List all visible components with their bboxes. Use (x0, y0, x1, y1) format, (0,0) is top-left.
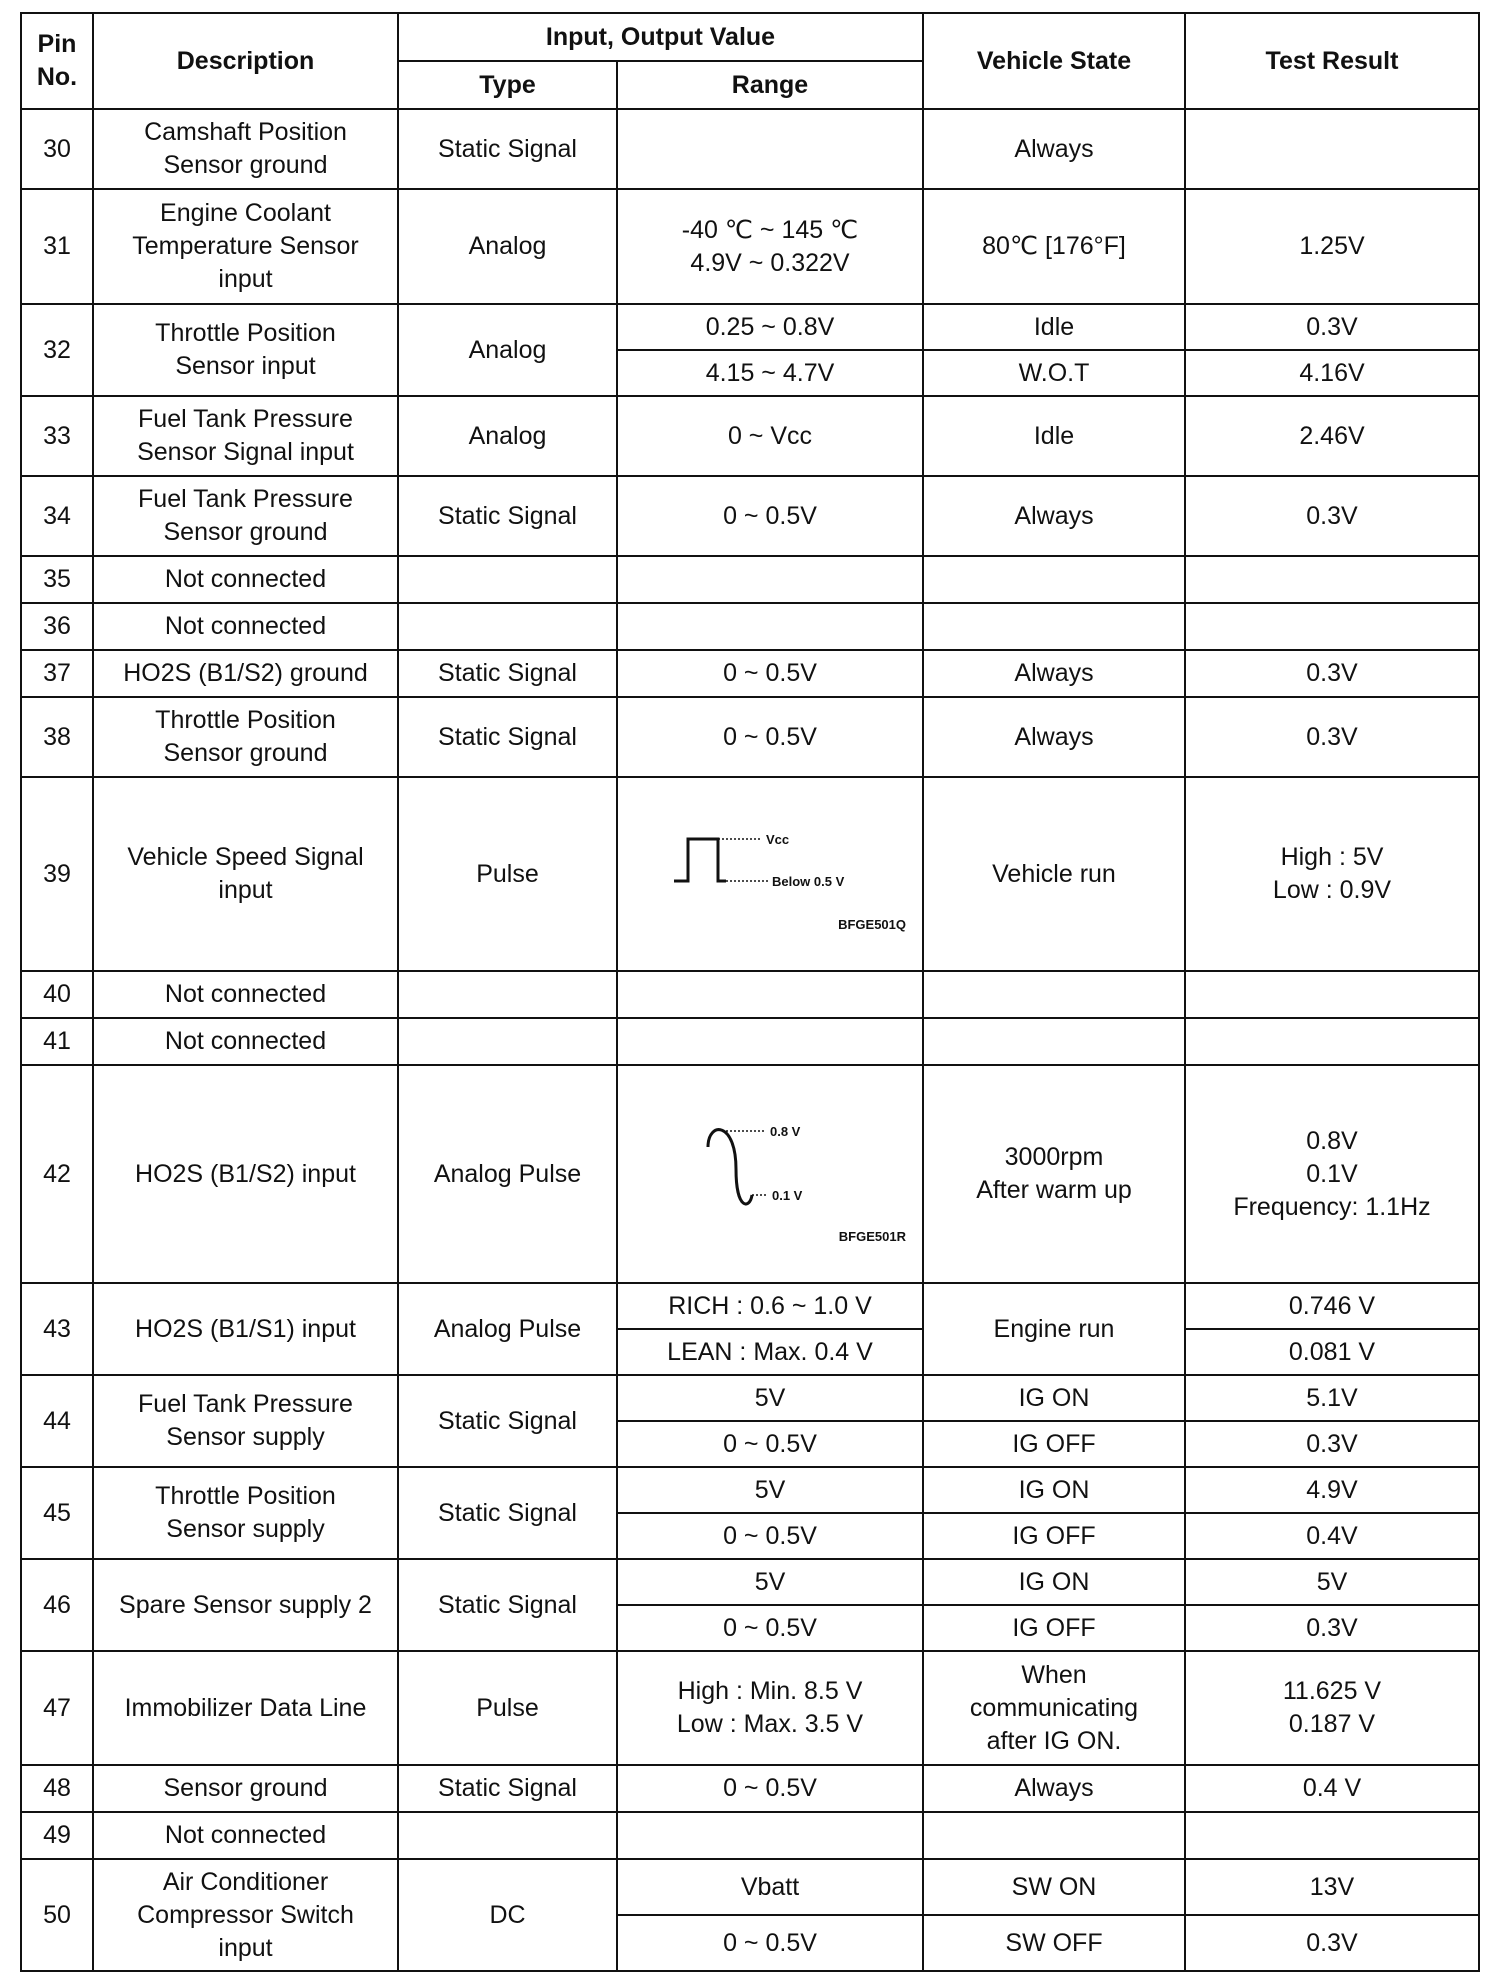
signal-type: Pulse (398, 777, 617, 971)
signal-type: Static Signal (398, 1765, 617, 1812)
vehicle-state: When communicating after IG ON. (923, 1651, 1185, 1765)
table-row (21, 697, 1479, 777)
pin-no: 37 (21, 650, 93, 697)
test-result (1185, 971, 1479, 1018)
test-result: 0.3V (1185, 1421, 1479, 1467)
vehicle-state: Always (923, 476, 1185, 556)
signal-range (617, 603, 923, 650)
pin-description: Not connected (93, 556, 398, 603)
pin-no: 41 (21, 1018, 93, 1065)
vcc-label: Vcc (766, 832, 790, 847)
signal-range (617, 109, 923, 189)
vehicle-state: IG OFF (923, 1605, 1185, 1651)
signal-type: DC (398, 1859, 617, 1971)
header-description: Description (93, 13, 398, 109)
low-label: 0.1 V (772, 1188, 803, 1203)
vehicle-state: Vehicle run (923, 777, 1185, 971)
pin-description: Throttle Position Sensor ground (93, 697, 398, 777)
pin-description: Immobilizer Data Line (93, 1651, 398, 1765)
pin-description: Camshaft Position Sensor ground (93, 109, 398, 189)
header-vehicle-state: Vehicle State (923, 13, 1185, 109)
signal-type (398, 1018, 617, 1065)
signal-range (617, 777, 923, 971)
test-result: 0.746 V (1185, 1283, 1479, 1329)
table-row (21, 603, 1479, 650)
pin-description: Sensor ground (93, 1765, 398, 1812)
table-row (21, 1018, 1479, 1065)
vehicle-state: Always (923, 650, 1185, 697)
test-result: 0.081 V (1185, 1329, 1479, 1375)
vehicle-state: Always (923, 1765, 1185, 1812)
test-result: 0.3V (1185, 304, 1479, 350)
pin-description: Spare Sensor supply 2 (93, 1559, 398, 1651)
vehicle-state: IG ON (923, 1375, 1185, 1421)
signal-range (617, 1812, 923, 1859)
pin-description: Engine Coolant Temperature Sensor input (93, 189, 398, 304)
table-row (21, 1065, 1479, 1283)
table-row (21, 1559, 1479, 1605)
signal-range: RICH : 0.6 ~ 1.0 V (617, 1283, 923, 1329)
table-row (21, 1765, 1479, 1812)
pin-description: Throttle Position Sensor input (93, 304, 398, 396)
signal-type: Static Signal (398, 476, 617, 556)
header-test-result: Test Result (1185, 13, 1479, 109)
table-row (21, 476, 1479, 556)
test-result (1185, 1812, 1479, 1859)
signal-range: 0 ~ 0.5V (617, 1605, 923, 1651)
pin-no: 42 (21, 1065, 93, 1283)
pin-description: Fuel Tank Pressure Sensor Signal input (93, 396, 398, 476)
table-row (21, 109, 1479, 189)
signal-type (398, 971, 617, 1018)
table-row (21, 1283, 1479, 1329)
pin-description: Air Conditioner Compressor Switch input (93, 1859, 398, 1971)
pin-description: Not connected (93, 1812, 398, 1859)
header-io-value: Input, Output Value (398, 13, 923, 61)
signal-range (617, 971, 923, 1018)
figure-code: BFGE501Q (838, 917, 906, 932)
signal-range: 0 ~ 0.5V (617, 1915, 923, 1971)
signal-range: 5V (617, 1559, 923, 1605)
signal-range: 0 ~ 0.5V (617, 697, 923, 777)
signal-type: Analog (398, 189, 617, 304)
pin-description: Not connected (93, 971, 398, 1018)
high-label: 0.8 V (770, 1124, 801, 1139)
pin-no: 50 (21, 1859, 93, 1971)
vehicle-state: Always (923, 697, 1185, 777)
table-row (21, 971, 1479, 1018)
vehicle-state: IG OFF (923, 1513, 1185, 1559)
pin-description: Vehicle Speed Signal input (93, 777, 398, 971)
table-row (21, 1467, 1479, 1513)
pin-description: HO2S (B1/S2) input (93, 1065, 398, 1283)
signal-type: Pulse (398, 1651, 617, 1765)
pin-no: 44 (21, 1375, 93, 1467)
pin-no: 32 (21, 304, 93, 396)
pin-description: Not connected (93, 1018, 398, 1065)
test-result (1185, 603, 1479, 650)
vehicle-state: Idle (923, 304, 1185, 350)
pin-no: 38 (21, 697, 93, 777)
signal-type (398, 603, 617, 650)
vehicle-state (923, 556, 1185, 603)
signal-type (398, 1812, 617, 1859)
test-result (1185, 1018, 1479, 1065)
signal-range (617, 556, 923, 603)
table-row (21, 189, 1479, 304)
vehicle-state: SW ON (923, 1859, 1185, 1915)
signal-range: 0 ~ Vcc (617, 396, 923, 476)
signal-range (617, 1018, 923, 1065)
test-result: 1.25V (1185, 189, 1479, 304)
table-row (21, 556, 1479, 603)
signal-type: Static Signal (398, 1467, 617, 1559)
pin-no: 46 (21, 1559, 93, 1651)
signal-type: Analog Pulse (398, 1065, 617, 1283)
pin-no: 31 (21, 189, 93, 304)
header-pin-no: Pin No. (21, 13, 93, 109)
signal-type: Analog (398, 304, 617, 396)
vehicle-state (923, 1018, 1185, 1065)
vehicle-state: IG ON (923, 1467, 1185, 1513)
pin-description: HO2S (B1/S1) input (93, 1283, 398, 1375)
vehicle-state: 3000rpm After warm up (923, 1065, 1185, 1283)
test-result: High : 5V Low : 0.9V (1185, 777, 1479, 971)
pin-no: 47 (21, 1651, 93, 1765)
pin-no: 36 (21, 603, 93, 650)
table-row (21, 650, 1479, 697)
test-result: 0.3V (1185, 697, 1479, 777)
table-row (21, 1651, 1479, 1765)
pin-no: 33 (21, 396, 93, 476)
test-result: 5V (1185, 1559, 1479, 1605)
test-result: 4.16V (1185, 350, 1479, 396)
table-row (21, 304, 1479, 350)
pin-no: 40 (21, 971, 93, 1018)
test-result: 0.3V (1185, 1915, 1479, 1971)
test-result (1185, 556, 1479, 603)
ecm-pin-table (20, 12, 1480, 1972)
pin-no: 39 (21, 777, 93, 971)
pin-table-container (20, 12, 1480, 1972)
signal-type: Analog Pulse (398, 1283, 617, 1375)
table-row (21, 396, 1479, 476)
pin-description: Fuel Tank Pressure Sensor ground (93, 476, 398, 556)
vehicle-state (923, 971, 1185, 1018)
table-row (21, 1812, 1479, 1859)
pin-no: 35 (21, 556, 93, 603)
signal-type: Static Signal (398, 1559, 617, 1651)
vehicle-state: IG ON (923, 1559, 1185, 1605)
vehicle-state: W.O.T (923, 350, 1185, 396)
signal-range (617, 1065, 923, 1283)
vehicle-state (923, 603, 1185, 650)
pin-description: Not connected (93, 603, 398, 650)
sine-waveform (622, 1099, 918, 1249)
test-result: 5.1V (1185, 1375, 1479, 1421)
signal-range: LEAN : Max. 0.4 V (617, 1329, 923, 1375)
signal-range: 0 ~ 0.5V (617, 650, 923, 697)
header-type: Type (398, 61, 617, 109)
vehicle-state: IG OFF (923, 1421, 1185, 1467)
signal-range: 0 ~ 0.5V (617, 1421, 923, 1467)
vehicle-state: 80℃ [176°F] (923, 189, 1185, 304)
pin-no: 30 (21, 109, 93, 189)
test-result: 2.46V (1185, 396, 1479, 476)
pin-no: 45 (21, 1467, 93, 1559)
table-row (21, 1859, 1479, 1915)
pin-no: 34 (21, 476, 93, 556)
signal-type: Analog (398, 396, 617, 476)
below-label: Below 0.5 V (772, 874, 845, 889)
pin-no: 49 (21, 1812, 93, 1859)
table-row (21, 1375, 1479, 1421)
pin-description: Throttle Position Sensor supply (93, 1467, 398, 1559)
signal-range: High : Min. 8.5 V Low : Max. 3.5 V (617, 1651, 923, 1765)
signal-type: Static Signal (398, 650, 617, 697)
signal-range: 4.15 ~ 4.7V (617, 350, 923, 396)
table-row (21, 777, 1479, 971)
header-range: Range (617, 61, 923, 109)
signal-range: Vbatt (617, 1859, 923, 1915)
signal-range: 0 ~ 0.5V (617, 1513, 923, 1559)
pin-no: 43 (21, 1283, 93, 1375)
test-result: 0.4V (1185, 1513, 1479, 1559)
test-result: 0.4 V (1185, 1765, 1479, 1812)
vehicle-state: Idle (923, 396, 1185, 476)
pin-no: 48 (21, 1765, 93, 1812)
square-pulse-waveform (622, 811, 918, 937)
signal-range: 0 ~ 0.5V (617, 476, 923, 556)
test-result: 0.3V (1185, 1605, 1479, 1651)
test-result: 0.8V 0.1V Frequency: 1.1Hz (1185, 1065, 1479, 1283)
vehicle-state: Always (923, 109, 1185, 189)
signal-range: 0.25 ~ 0.8V (617, 304, 923, 350)
test-result: 13V (1185, 1859, 1479, 1915)
signal-type: Static Signal (398, 1375, 617, 1467)
pin-description: HO2S (B1/S2) ground (93, 650, 398, 697)
vehicle-state: SW OFF (923, 1915, 1185, 1971)
sine-trace (708, 1130, 752, 1204)
vehicle-state (923, 1812, 1185, 1859)
test-result: 4.9V (1185, 1467, 1479, 1513)
figure-code: BFGE501R (838, 1229, 906, 1244)
pulse-trace (674, 839, 726, 881)
signal-type: Static Signal (398, 697, 617, 777)
test-result (1185, 109, 1479, 189)
signal-type: Static Signal (398, 109, 617, 189)
signal-range: 0 ~ 0.5V (617, 1765, 923, 1812)
test-result: 0.3V (1185, 650, 1479, 697)
signal-range: -40 ℃ ~ 145 ℃ 4.9V ~ 0.322V (617, 189, 923, 304)
test-result: 11.625 V 0.187 V (1185, 1651, 1479, 1765)
signal-range: 5V (617, 1467, 923, 1513)
test-result: 0.3V (1185, 476, 1479, 556)
signal-type (398, 556, 617, 603)
signal-range: 5V (617, 1375, 923, 1421)
pin-description: Fuel Tank Pressure Sensor supply (93, 1375, 398, 1467)
vehicle-state: Engine run (923, 1283, 1185, 1375)
